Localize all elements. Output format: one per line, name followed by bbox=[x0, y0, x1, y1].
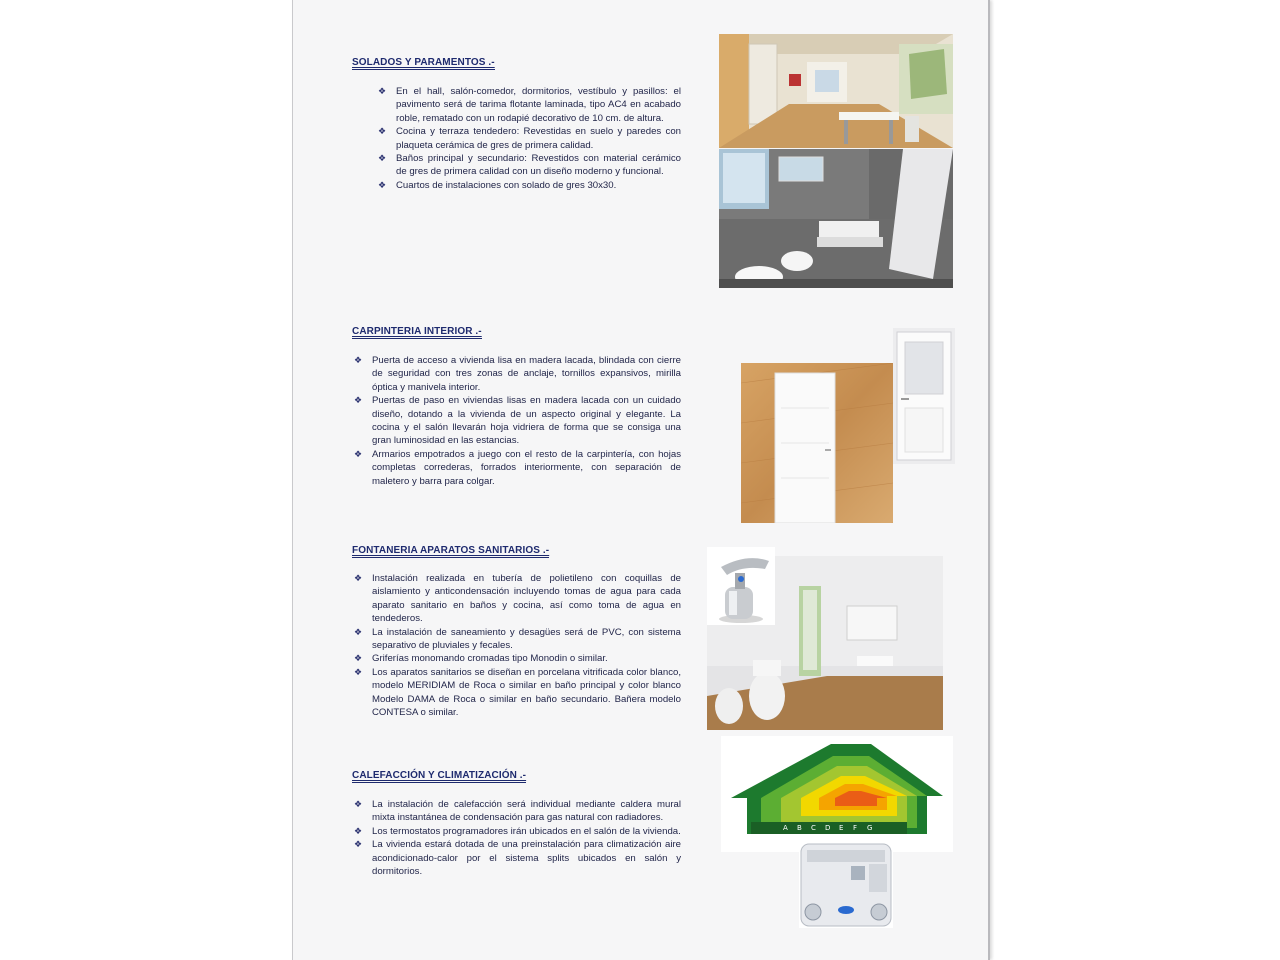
list-item: ❖ En el hall, salón-comedor, dormitorios, vestíbulo y pasillos: el pavimento será de tarima flotante laminada, tipo AC4 en acabado roble, rematado con un rodapié decorativo de 10 cm. de altura. bbox=[378, 86, 681, 124]
list-item: ❖ La instalación de saneamiento y desagües será de PVC, con sistema separativo de pluviales y fecales. bbox=[354, 626, 681, 652]
bullet-icon: ❖ bbox=[354, 355, 363, 365]
energy-letter: B bbox=[797, 824, 802, 832]
bullet-icon: ❖ bbox=[378, 86, 387, 96]
list-item: ❖ Armarios empotrados a juego con el resto de la carpintería, con hojas completas correderas, forrados interiormente, con separación de maletero y barra para colgar. bbox=[354, 448, 681, 487]
energy-letter: A bbox=[783, 824, 788, 832]
fontaneria-list bbox=[352, 572, 681, 719]
energy-letter: C bbox=[811, 824, 816, 832]
bathroom-image bbox=[719, 149, 953, 288]
list-item: ❖ Instalación realizada en tubería de polietileno con coquillas de aislamiento y anticondensación incluyendo tomas de agua para cada aparato sanitario en baños y cocina, así como toma de agua en tendederos. bbox=[354, 573, 681, 625]
bullet-icon: ❖ bbox=[354, 626, 363, 637]
section-title-carpinteria: CARPINTERIA INTERIOR .- bbox=[352, 326, 482, 337]
bullet-icon: ❖ bbox=[354, 825, 363, 836]
bullet-icon: ❖ bbox=[354, 448, 363, 459]
bullet-icon: ❖ bbox=[354, 573, 363, 583]
list-item: ❖ Griferías monomando cromadas tipo Monodin o similar. bbox=[354, 653, 608, 665]
energy-letter: G bbox=[867, 824, 873, 832]
glass-door-image bbox=[893, 328, 955, 464]
bullet-icon: ❖ bbox=[378, 126, 387, 137]
boiler-control-image bbox=[799, 842, 893, 928]
list-item: ❖ La vivienda estará dotada de una preinstalación para climatización aire acondicionado-calor por el sistema splits ubicados en salón y dormitorios. bbox=[354, 839, 681, 878]
list-item: ❖ Puertas de paso en viviendas lisas en madera lacada con un cuidado diseño, dotando a la vivienda de un aspecto original y elegante. La cocina y el salón llevarán hoja vidriera de forma que se consiga una gran luminosidad en las estancias. bbox=[354, 395, 681, 447]
list-item: ❖ Cuartos de instalaciones con solado de gres 30x30. bbox=[378, 179, 617, 191]
list-item: ❖ Puerta de acceso a vivienda lisa en madera lacada, blindada con cierre de seguridad con tres zonas de anclaje, tornillos expansivos, mirilla óptica y manivela interior. bbox=[354, 355, 681, 393]
bullet-icon: ❖ bbox=[354, 799, 363, 809]
list-item: ❖ Los termostatos programadores irán ubicados en el salón de la vivienda. bbox=[354, 825, 681, 837]
bullet-icon: ❖ bbox=[354, 666, 363, 677]
solados-list bbox=[376, 85, 681, 192]
section-title-calefaccion: CALEFACCIÓN Y CLIMATIZACIÓN .- bbox=[352, 770, 527, 781]
bullet-icon: ❖ bbox=[354, 839, 363, 850]
list-item: ❖ Los aparatos sanitarios se diseñan en porcelana vitrificada color blanco, modelo MERIDIAM de Roca o similar en baño principal y color blanco Modelo DAMA de Roca o similar en baño secundario. Bañera modelo CONTESA o similar. bbox=[354, 666, 681, 719]
energy-efficiency-image bbox=[721, 736, 953, 852]
wood-door-image bbox=[741, 363, 893, 523]
document-page bbox=[292, 0, 990, 960]
bullet-icon: ❖ bbox=[354, 653, 363, 664]
list-item: ❖ La instalación de calefacción será individual mediante caldera mural mixta instantánea de condensación para gas natural con radiadores. bbox=[354, 799, 681, 824]
energy-letter: D bbox=[825, 824, 831, 832]
carpinteria-list bbox=[352, 354, 681, 488]
faucet-image bbox=[707, 547, 775, 625]
list-item: ❖ Baños principal y secundario: Revestidos con material cerámico de gres de primera calidad con un diseño moderno y funcional. bbox=[378, 153, 681, 178]
calefaccion-list bbox=[352, 798, 681, 878]
list-item: ❖ Cocina y terraza tendedero: Revestidas en suelo y paredes con plaqueta cerámica de gres de primera calidad. bbox=[378, 126, 681, 151]
section-title-solados: SOLADOS Y PARAMENTOS .- bbox=[352, 57, 495, 68]
section-title-fontaneria: FONTANERIA APARATOS SANITARIOS .- bbox=[352, 545, 550, 556]
living-room-image bbox=[719, 34, 953, 148]
energy-letter: F bbox=[853, 824, 858, 832]
bullet-icon: ❖ bbox=[378, 179, 387, 190]
bullet-icon: ❖ bbox=[354, 395, 363, 406]
energy-letter: E bbox=[839, 824, 844, 832]
bullet-icon: ❖ bbox=[378, 153, 387, 164]
